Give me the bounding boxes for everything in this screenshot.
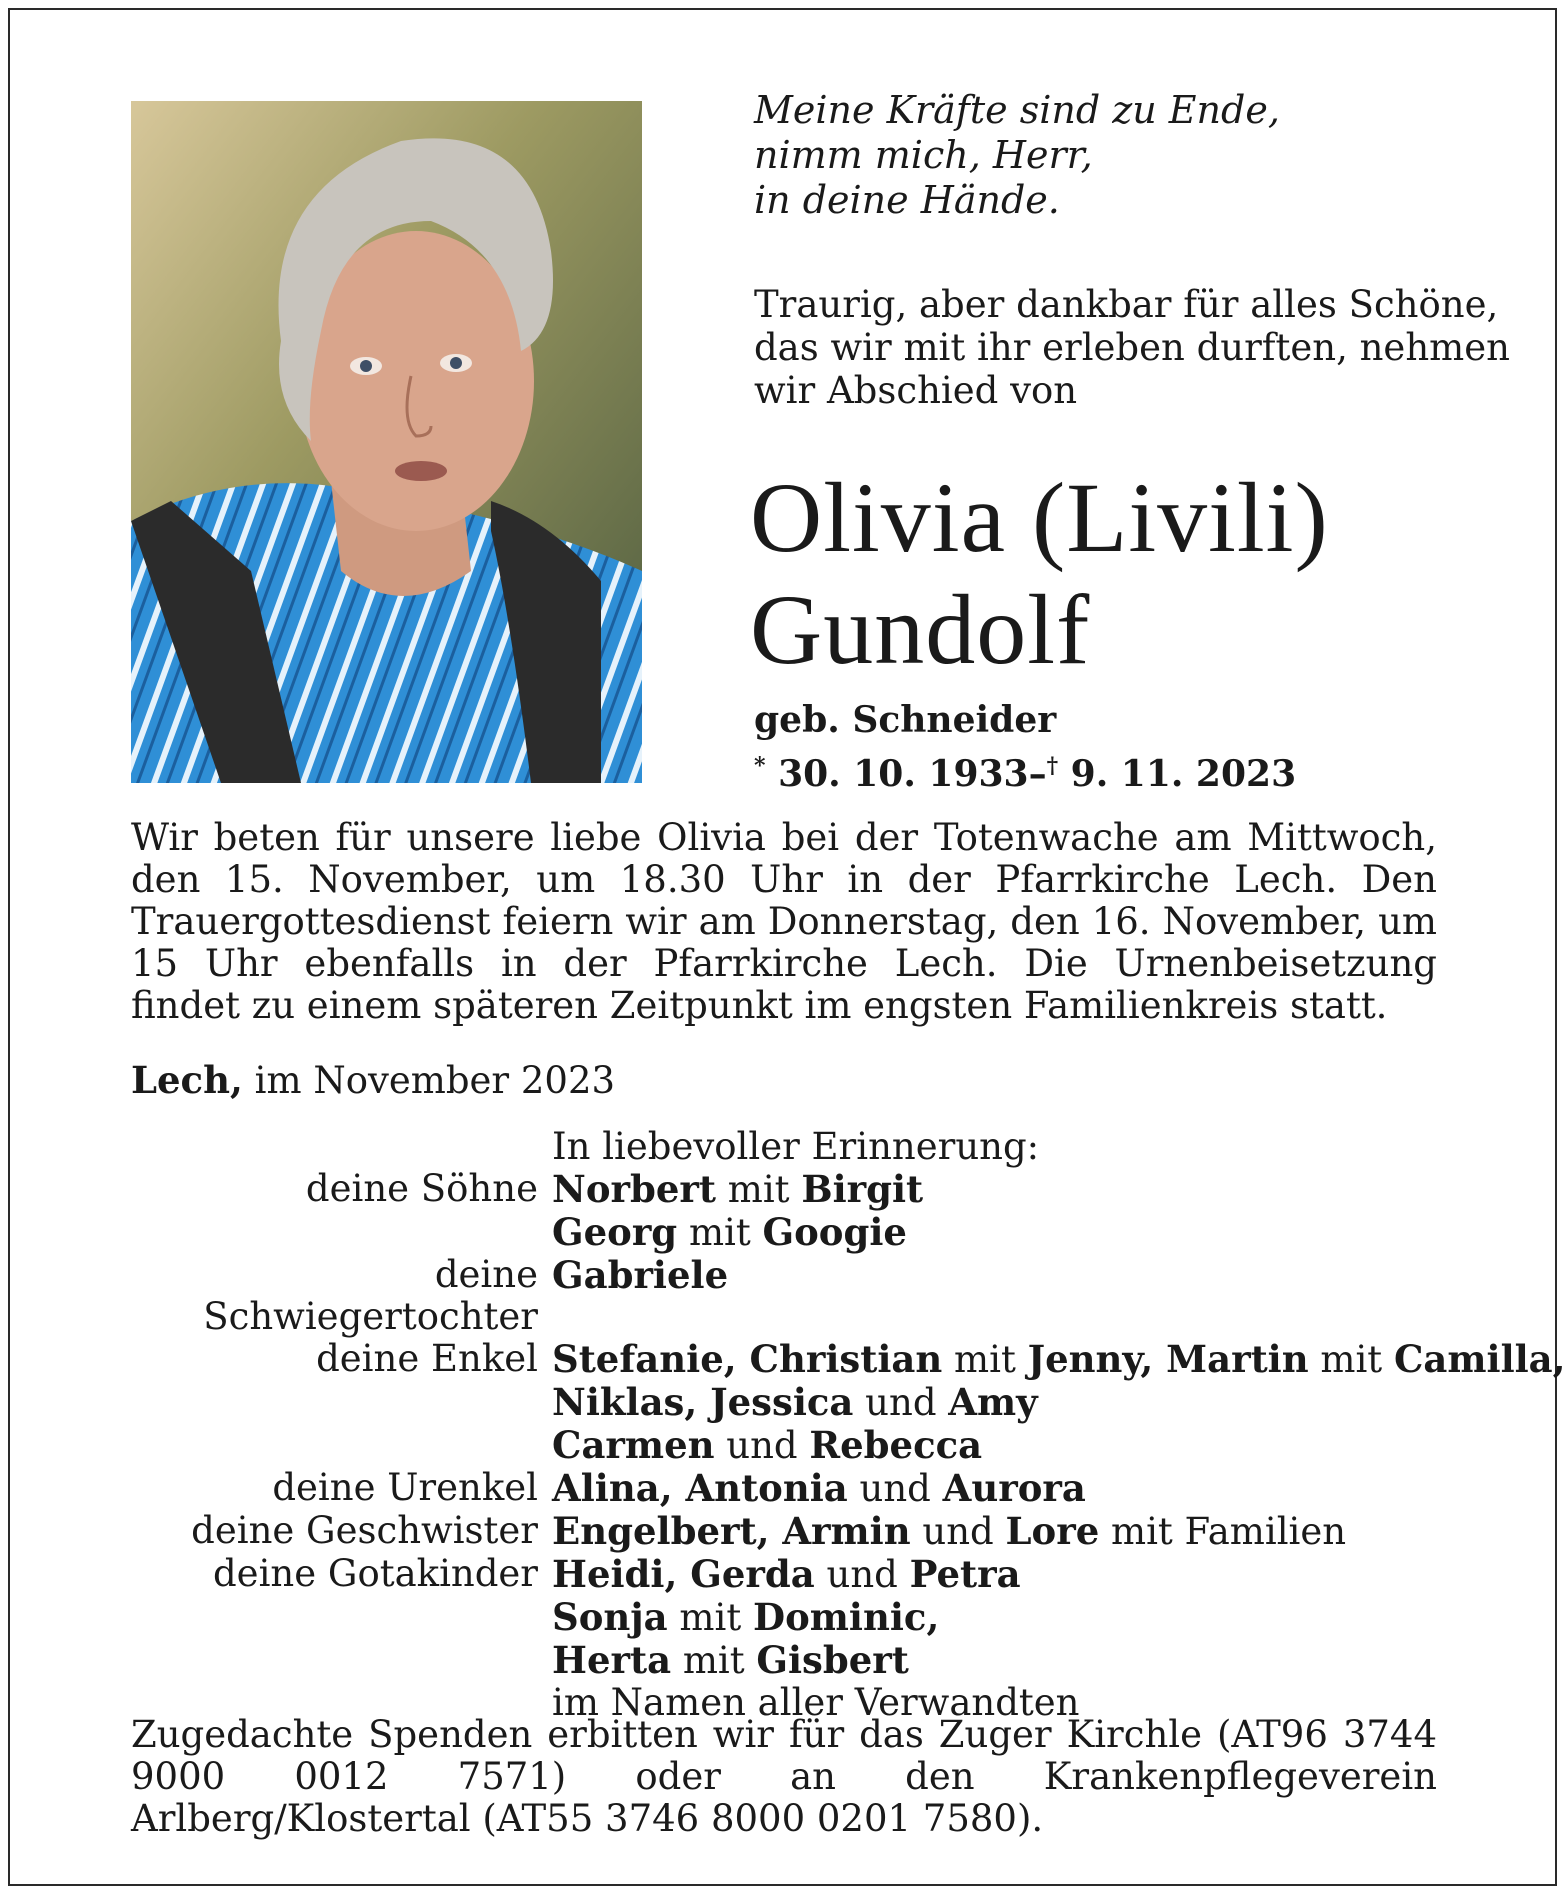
mourner-names xyxy=(552,1168,923,1211)
place-date xyxy=(131,1058,615,1103)
mourner-relation xyxy=(131,1596,552,1639)
mourner-row xyxy=(131,1168,1566,1211)
verse xyxy=(754,88,1280,223)
mourner-connector: mit xyxy=(667,1596,753,1639)
mourner-row xyxy=(131,1510,1566,1553)
mourner-row xyxy=(131,1467,1566,1510)
mourner-name: Aurora xyxy=(942,1466,1086,1510)
mourner-names xyxy=(552,1639,909,1682)
intro-line: das wir mit ihr erleben durften, nehmen xyxy=(754,326,1510,369)
portrait-photo xyxy=(131,101,642,783)
mourner-relation: deine Schwiegertochter xyxy=(203,1253,538,1338)
mourner-name: Gabriele xyxy=(552,1253,729,1297)
mourner-connector: mit xyxy=(671,1639,757,1682)
mourner-row xyxy=(131,1381,1566,1424)
mourner-connector: im Namen aller Verwandten xyxy=(552,1681,1080,1724)
mourner-rows xyxy=(131,1168,1566,1724)
mourner-connector: und xyxy=(853,1381,949,1424)
mourner-relation: deine Geschwister xyxy=(191,1509,538,1552)
mourner-name: Norbert xyxy=(552,1167,716,1211)
mourner-row xyxy=(131,1254,1566,1338)
mourner-row xyxy=(131,1211,1566,1254)
date-separator: – xyxy=(1028,753,1047,795)
mourner-name: Engelbert, Armin xyxy=(552,1509,911,1553)
mourner-name: Dominic, xyxy=(752,1595,940,1639)
name-line-2: Gundolf xyxy=(750,574,1091,685)
deceased-name xyxy=(750,462,1329,686)
mourner-name: Lore xyxy=(1005,1509,1100,1553)
mourners-list xyxy=(131,1126,1566,1724)
mourner-names xyxy=(552,1553,1021,1596)
mourner-name: Stefanie, Christian xyxy=(552,1337,943,1381)
mourner-name: Alina, Antonia xyxy=(552,1466,848,1510)
mourner-relation: deine Söhne xyxy=(305,1167,538,1210)
died-symbol: † xyxy=(1046,753,1059,779)
service-details: Wir beten für unsere liebe Olivia bei der Totenwache am Mittwoch, den 15. November, um 18.30 Uhr in der Pfarrkirche Lech. Den Trauergottesdienst feiern wir am Donnerstag, den 16. November, um 15 Uhr ebenfalls in der Pfarrkirche Lech. Die Urnenbeisetzung findet zu einem späteren Zeitpunkt im engsten Familienkreis statt. xyxy=(131,816,1437,1027)
mourner-name: Gisbert xyxy=(756,1638,909,1682)
mourner-names xyxy=(552,1510,1346,1553)
mourner-name: Petra xyxy=(909,1552,1021,1596)
place-date-text: im November 2023 xyxy=(242,1059,616,1102)
mourner-connector: mit xyxy=(716,1168,802,1211)
born-date: 30. 10. 1933 xyxy=(778,753,1029,795)
mourner-names xyxy=(552,1211,907,1254)
mourner-name: Rebecca xyxy=(809,1423,983,1467)
verse-line: Meine Kräfte sind zu Ende, xyxy=(754,88,1280,132)
mourner-names xyxy=(552,1254,728,1338)
mourner-relation xyxy=(131,1381,552,1424)
mourner-names xyxy=(552,1467,1086,1510)
intro-text xyxy=(754,283,1510,412)
verse-line: nimm mich, Herr, xyxy=(754,133,1093,177)
intro-line: Traurig, aber dankbar für alles Schöne, xyxy=(754,283,1499,326)
mourner-connector: und xyxy=(814,1553,910,1596)
mourner-name: Jenny, Martin xyxy=(1027,1337,1309,1381)
verse-line: in deine Hände. xyxy=(754,178,1060,222)
mourner-name: Amy xyxy=(948,1380,1038,1424)
mourner-relation: deine Urenkel xyxy=(272,1466,538,1509)
place-city: Lech, xyxy=(131,1058,243,1102)
mourner-connector: mit xyxy=(677,1211,763,1254)
mourner-names xyxy=(552,1381,1038,1424)
mourner-row xyxy=(131,1338,1566,1381)
mourner-row xyxy=(131,1424,1566,1467)
mourner-name: Herta xyxy=(552,1638,672,1682)
mourner-row xyxy=(131,1553,1566,1596)
mourner-name: Birgit xyxy=(801,1167,924,1211)
mourner-row xyxy=(131,1596,1566,1639)
mourner-name: Sonja xyxy=(552,1595,668,1639)
mourner-names xyxy=(552,1338,1566,1381)
donation-note: Zugedachte Spenden erbitten wir für das Zuger Kirchle (AT96 3744 9000 0012 7571) oder an den Krankenpflegeverein Arlberg/Klostertal (AT55 3746 8000 0201 7580). xyxy=(131,1713,1437,1840)
mourner-name: Carmen xyxy=(552,1423,715,1467)
mourner-name: Googie xyxy=(762,1210,907,1254)
mourner-connector: und xyxy=(714,1424,810,1467)
birth-name: geb. Schneider xyxy=(754,699,1057,741)
mourner-connector: mit xyxy=(942,1338,1028,1381)
mourner-connector: mit xyxy=(1308,1338,1394,1381)
mourner-names xyxy=(552,1424,982,1467)
mourner-names xyxy=(552,1596,939,1639)
mourner-relation xyxy=(131,1639,552,1682)
mourner-name: Georg xyxy=(552,1210,678,1254)
mourner-relation: deine Enkel xyxy=(316,1337,538,1380)
mourner-relation xyxy=(131,1211,552,1254)
name-line-1: Olivia (Livili) xyxy=(750,462,1329,573)
born-symbol: * xyxy=(754,753,766,779)
mourner-name: Niklas, Jessica xyxy=(552,1380,854,1424)
mourner-relation xyxy=(131,1424,552,1467)
mourner-connector: und xyxy=(847,1467,943,1510)
died-date: 9. 11. 2023 xyxy=(1070,753,1297,795)
intro-line: wir Abschied von xyxy=(754,369,1078,412)
mourners-heading: In liebevoller Erinnerung: xyxy=(552,1125,1040,1168)
mourner-name: Camilla, xyxy=(1393,1337,1566,1381)
mourner-row xyxy=(131,1639,1566,1682)
mourner-name: Heidi, Gerda xyxy=(552,1552,815,1596)
life-dates xyxy=(754,745,1296,795)
mourner-connector: und xyxy=(910,1510,1006,1553)
mourner-relation: deine Gotakinder xyxy=(212,1552,538,1595)
mourner-connector: mit Familien xyxy=(1099,1510,1347,1553)
